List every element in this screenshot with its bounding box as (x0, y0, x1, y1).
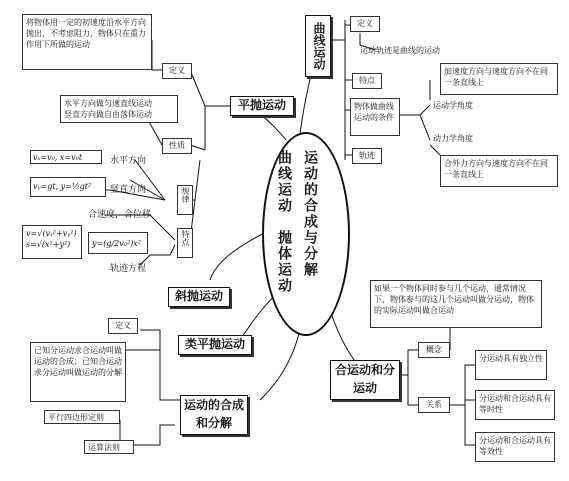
curve-feature-text: 加速度方向与速度方向不在同一条直线上 (440, 63, 558, 95)
compose-def-label: 定义 (108, 318, 138, 334)
relation-simultaneity: 分运动和合运动具有等时性 (475, 390, 555, 420)
oblique-title: 斜抛运动 (168, 287, 230, 307)
horizontal-label: 水平方向 (110, 156, 147, 166)
center-title-sub: 曲线运动 抛体运动 (276, 150, 292, 294)
concept-label: 概念 (418, 342, 450, 358)
relation-equivalence: 分运动和合运动具有等效性 (475, 432, 555, 462)
projectile-law-label: 规律 (177, 185, 193, 215)
curve-motion-title: 曲线运动 (305, 15, 331, 77)
curve-feature-label: 特点 (352, 73, 382, 89)
vertical-label: 竖直方向 (110, 185, 147, 195)
curve-condition-label: 物体做曲线运动的条件 (350, 98, 400, 136)
quasi-projectile-title: 类平抛运动 (178, 335, 252, 355)
relation-label: 关系 (418, 397, 450, 413)
projectile-nature-text: 水平方向做匀速直线运动 竖直方向做自由落体运动 (60, 95, 178, 123)
kinematic-label: 运动学角度 (433, 101, 473, 110)
formula-combined-box (22, 225, 82, 259)
formula-horizontal: vₓ=v₀, x=v₀t (30, 150, 102, 164)
concept-text: 如果一个物体同时参与几个运动，通常情况下，物体参与的这几个运动叫做分运动，物体的实际运动叫做合运动 (370, 280, 542, 328)
curve-def-text: 运动轨迹是曲线的运动 (360, 46, 440, 55)
formula-displacement: s=√(x²+y²) (26, 240, 71, 249)
compose-title: 运动的合成和分解 (180, 395, 248, 435)
dynamic-text: 合外力方向与速度方向不在同一条直线上 (440, 155, 558, 187)
relation-independence: 分运动具有独立性 (475, 350, 547, 380)
projectile-def-label: 定义 (162, 63, 192, 79)
projectile-def-text: 将物体用一定的初速度沿水平方向抛出，不考虑阻力，物体只在重力作用下所做的运动 (22, 14, 152, 70)
formula-vertical: vᵧ=gt, y=½gt² (30, 177, 106, 197)
curve-def-label: 定义 (350, 16, 380, 32)
formula-trajectory: y=(g/2v₀²)x² (88, 232, 148, 254)
projectile-nature-label: 性质 (162, 138, 192, 154)
combined-motion-title: 合运动和分运动 (330, 360, 400, 400)
formula-velocity: v=√(vₓ²+vᵧ²) (26, 229, 77, 238)
combined-label: 合速度，合位移 (88, 210, 152, 220)
projectile-title: 平抛运动 (230, 96, 294, 116)
projectile-feature-label: 特点 (177, 228, 193, 258)
trajectory-label: 轨迹方程 (110, 264, 147, 274)
rule-text: 平行四边形定则 (44, 410, 120, 424)
compose-def-text: 已知分运动求合运动叫做运动的合成；已知合运动求分运动叫做运动的分解 (30, 342, 126, 402)
curve-track-label: 轨迹 (352, 148, 382, 164)
dynamic-label: 动力学角度 (433, 134, 473, 143)
rule-label: 运算法则 (84, 440, 134, 454)
center-title-main: 运动的合成与分解 (302, 150, 318, 278)
